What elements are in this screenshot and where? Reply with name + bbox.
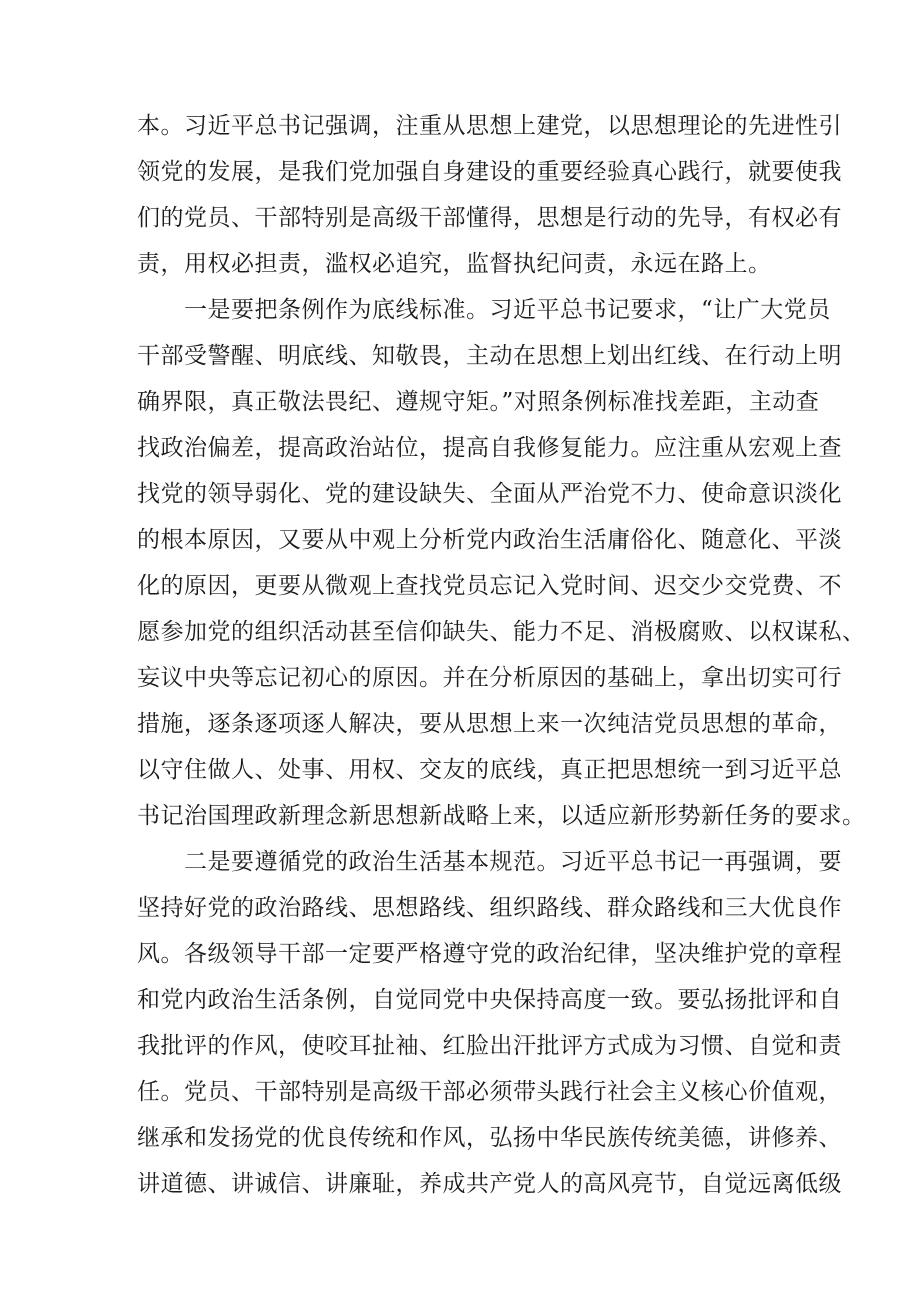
text-line: 找党的领导弱化、党的建设缺失、全面从严治党不力、使命意识淡化 (137, 481, 842, 507)
text-line: 我批评的作风，使咬耳扯袖、红脸出汗批评方式成为习惯、自觉和责 (137, 1033, 842, 1059)
text-line: 书记治国理政新理念新思想新战略上来，以适应新形势新任务的要求。 (137, 803, 866, 829)
paragraph-first-line: 二是要遵循党的政治生活基本规范。习近平总书记一再强调，要 (184, 849, 842, 875)
text-line: 继承和发扬党的优良传统和作风，弘扬中华民族传统美德，讲修养、 (137, 1125, 842, 1151)
paragraph-first-line: 一是要把条例作为底线标准。习近平总书记要求，“让广大党员 (184, 297, 831, 323)
text-line: 措施，逐条逐项逐人解决，要从思想上来一次纯洁党员思想的革命， (137, 711, 842, 737)
text-line: 领党的发展，是我们党加强自身建设的重要经验真心践行，就要使我 (137, 159, 842, 185)
text-line: 化的原因，更要从微观上查找党员忘记入党时间、迟交少交党费、不 (137, 573, 842, 599)
text-line: 风。各级领导干部一定要严格遵守党的政治纪律，坚决维护党的章程 (137, 941, 842, 967)
text-line: 确界限，真正敬法畏纪、遵规守矩。”对照条例标准找差距，主动查 (137, 389, 820, 415)
text-line: 坚持好党的政治路线、思想路线、组织路线、群众路线和三大优良作 (137, 895, 842, 921)
text-line: 任。党员、干部特别是高级干部必须带头践行社会主义核心价值观， (137, 1079, 842, 1105)
text-line: 干部受警醒、明底线、知敬畏，主动在思想上划出红线、在行动上明 (137, 343, 842, 369)
text-line: 妄议中央等忘记初心的原因。并在分析原因的基础上，拿出切实可行 (137, 665, 842, 691)
text-line: 找政治偏差，提高政治站位，提高自我修复能力。应注重从宏观上查 (137, 435, 842, 461)
text-line: 以守住做人、处事、用权、交友的底线，真正把思想统一到习近平总 (137, 757, 842, 783)
text-line: 本。习近平总书记强调，注重从思想上建党，以思想理论的先进性引 (137, 113, 842, 139)
text-line: 愿参加党的组织活动甚至信仰缺失、能力不足、消极腐败、以权谋私、 (137, 619, 866, 645)
text-line: 和党内政治生活条例，自觉同党中央保持高度一致。要弘扬批评和自 (137, 987, 842, 1013)
text-line: 的根本原因，又要从中观上分析党内政治生活庸俗化、随意化、平淡 (137, 527, 842, 553)
text-line: 们的党员、干部特别是高级干部懂得，思想是行动的先导，有权必有 (137, 205, 842, 231)
text-line: 责，用权必担责，滥权必追究，监督执纪问责，永远在路上。 (137, 251, 772, 277)
text-line: 讲道德、讲诚信、讲廉耻，养成共产党人的高风亮节，自觉远离低级 (137, 1171, 842, 1197)
